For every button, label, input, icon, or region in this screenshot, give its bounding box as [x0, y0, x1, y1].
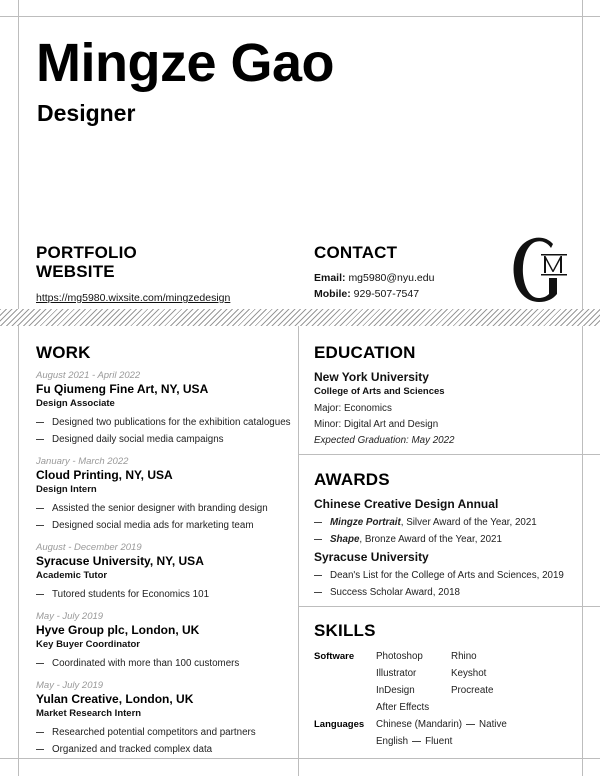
divider-awards-skills — [298, 606, 600, 607]
work-bullet: Assisted the senior designer with branding design — [36, 500, 298, 517]
work-org: Hyve Group plc, London, UK — [36, 623, 200, 637]
contact-mobile: Mobile: 929-507-7547 — [314, 288, 420, 300]
education-major: Major: Economics — [314, 403, 392, 414]
column-divider — [298, 326, 299, 776]
work-bullet: Designed social media ads for marketing team — [36, 517, 298, 534]
portfolio-title: PORTFOLIO WEBSITE — [36, 243, 137, 281]
portfolio-section — [36, 243, 276, 304]
software-label: Software — [314, 651, 355, 662]
work-org: Fu Qiumeng Fine Art, NY, USA — [36, 382, 209, 396]
work-section — [36, 343, 298, 766]
language-item: English Fluent — [376, 736, 453, 747]
software-item: Keyshot — [451, 668, 487, 679]
skills-section — [314, 621, 584, 750]
work-bullet: Coordinated with more than 100 customers — [36, 655, 298, 672]
work-bullet: Designed two publications for the exhibition catalogues — [36, 414, 298, 431]
contact-section — [314, 243, 514, 302]
education-graduation: Expected Graduation: May 2022 — [314, 435, 455, 446]
frame-line-top — [0, 16, 600, 17]
award-item: Shape, Bronze Award of the Year, 2021 — [314, 531, 584, 548]
work-title-role: Academic Tutor — [36, 570, 108, 581]
work-entry — [36, 370, 298, 448]
work-org: Yulan Creative, London, UK — [36, 692, 194, 706]
software-item: Photoshop — [376, 651, 423, 662]
software-item: Illustrator — [376, 668, 417, 679]
work-bullet: Tutored students for Economics 101 — [36, 586, 298, 603]
award-item: Mingze Portrait, Silver Award of the Year, 2021 — [314, 514, 584, 531]
work-date: August 2021 - April 2022 — [36, 370, 141, 381]
education-university: New York University — [314, 370, 429, 384]
languages-label: Languages — [314, 719, 365, 730]
software-item: Procreate — [451, 685, 494, 696]
work-entry — [36, 456, 298, 534]
skills-title: SKILLS — [314, 621, 376, 640]
award-group: Chinese Creative Design Annual — [314, 497, 499, 511]
language-item: Chinese (Mandarin) Native — [376, 719, 507, 730]
work-title: WORK — [36, 343, 91, 362]
skills-table — [314, 648, 507, 750]
awards-section — [314, 470, 584, 601]
frame-line-left — [18, 0, 19, 776]
work-date: August - December 2019 — [36, 542, 142, 553]
work-date: May - July 2019 — [36, 680, 104, 691]
work-title-role: Design Intern — [36, 484, 97, 495]
work-title-role: Market Research Intern — [36, 708, 142, 719]
work-bullet: Researched potential competitors and partners — [36, 724, 298, 741]
monogram-gm-logo — [509, 234, 571, 306]
work-org: Cloud Printing, NY, USA — [36, 468, 173, 482]
work-entry — [36, 542, 298, 603]
work-title-role: Key Buyer Coordinator — [36, 639, 140, 650]
work-entry — [36, 680, 298, 758]
resume-name: Mingze Gao — [36, 33, 335, 93]
education-section — [314, 343, 584, 449]
mobile-value[interactable]: 929-507-7547 — [353, 288, 420, 300]
software-item: Rhino — [451, 651, 477, 662]
education-minor: Minor: Digital Art and Design — [314, 419, 439, 430]
resume-role: Designer — [37, 100, 136, 126]
contact-title: CONTACT — [314, 243, 398, 262]
divider-education-awards — [298, 454, 600, 455]
work-title-role: Design Associate — [36, 398, 115, 409]
contact-email: Email: mg5980@nyu.edu — [314, 272, 435, 284]
email-value[interactable]: mg5980@nyu.edu — [348, 272, 435, 284]
education-college: College of Arts and Sciences — [314, 386, 445, 397]
software-item: InDesign — [376, 685, 415, 696]
work-org: Syracuse University, NY, USA — [36, 554, 204, 568]
work-entry — [36, 611, 298, 672]
work-bullet: Designed daily social media campaigns — [36, 431, 298, 448]
award-item: Success Scholar Award, 2018 — [314, 584, 584, 601]
work-date: May - July 2019 — [36, 611, 104, 622]
software-item: After Effects — [376, 702, 430, 713]
hatched-divider-band — [0, 309, 600, 326]
award-item: Dean's List for the College of Arts and Sciences, 2019 — [314, 567, 584, 584]
work-bullet: Organized and tracked complex data — [36, 741, 298, 758]
work-date: January - March 2022 — [36, 456, 129, 467]
award-group: Syracuse University — [314, 550, 429, 564]
portfolio-url-link[interactable]: https://mg5980.wixsite.com/mingzedesign — [36, 292, 231, 304]
awards-title: AWARDS — [314, 470, 390, 489]
education-title: EDUCATION — [314, 343, 416, 362]
